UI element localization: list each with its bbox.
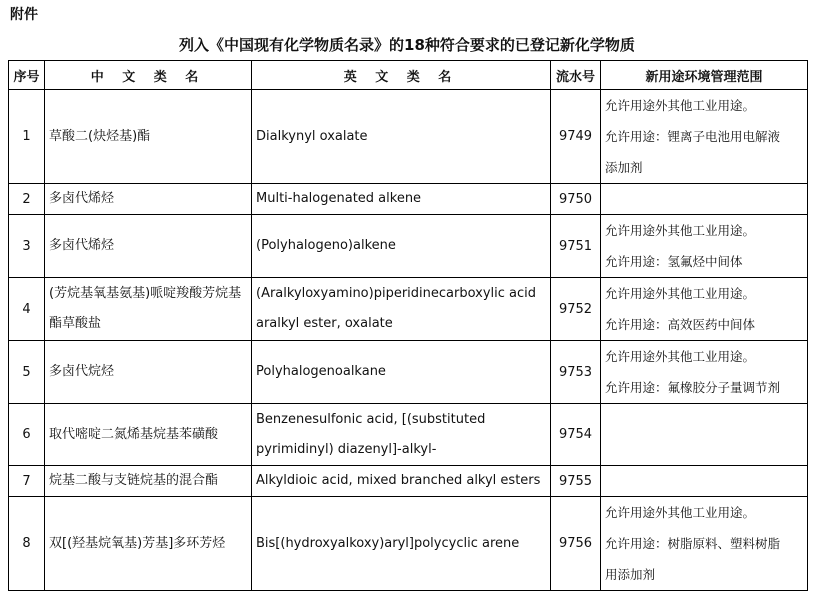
scope-line: 允许用途：树脂原料、塑料树脂: [605, 536, 781, 551]
scope-line: 允许用途外其他工业用途。: [605, 505, 756, 520]
attachment-label: 附件: [10, 7, 38, 23]
document-title: 列入《中国现有化学物质名录》的18种符合要求的已登记新化学物质: [179, 36, 635, 54]
row-index: 1: [9, 90, 45, 184]
row-serial-no: 9750: [551, 184, 601, 215]
row-scope: [601, 184, 808, 215]
header-index: 序号: [9, 61, 45, 90]
chemical-table: [8, 60, 808, 591]
row-index: 4: [9, 278, 45, 341]
scope-line: 允许用途：高效医药中间体: [605, 317, 756, 332]
row-chinese-name: 双[(羟基烷氧基)芳基]多环芳烃: [45, 497, 252, 591]
scope-line: 添加剂: [605, 160, 643, 175]
header-chinese-name: 中 文 类 名: [45, 61, 252, 90]
row-serial-no: 9749: [551, 90, 601, 184]
row-index: 2: [9, 184, 45, 215]
row-index: 8: [9, 497, 45, 591]
scope-line: 允许用途外其他工业用途。: [605, 286, 756, 301]
row-index: 5: [9, 341, 45, 404]
table-row: [9, 341, 808, 404]
row-scope: [601, 278, 808, 341]
header-serial-no: 流水号: [551, 61, 601, 90]
table-header-row: [9, 61, 808, 90]
row-index: 7: [9, 466, 45, 497]
row-chinese-name: 多卤代烷烃: [45, 341, 252, 404]
scope-line: 允许用途：氢氟烃中间体: [605, 254, 743, 269]
row-chinese-name: 烷基二酸与支链烷基的混合酯: [45, 466, 252, 497]
scope-line: 允许用途外其他工业用途。: [605, 349, 756, 364]
row-english-name: Bis[(hydroxyalkoxy)aryl]polycyclic arene: [252, 497, 551, 591]
row-serial-no: 9756: [551, 497, 601, 591]
row-scope: [601, 404, 808, 466]
row-english-name: Multi-halogenated alkene: [252, 184, 551, 215]
row-chinese-name: (芳烷基氧基氨基)哌啶羧酸芳烷基酯草酸盐: [45, 278, 252, 341]
header-scope: 新用途环境管理范围: [601, 61, 808, 90]
row-scope: [601, 215, 808, 278]
scope-line: 允许用途：氟橡胶分子量调节剂: [605, 380, 781, 395]
header-english-name: 英 文 类 名: [252, 61, 551, 90]
row-scope: [601, 466, 808, 497]
row-scope: [601, 90, 808, 184]
row-chinese-name: 多卤代烯烃: [45, 184, 252, 215]
table-row: [9, 466, 808, 497]
table-row: [9, 184, 808, 215]
table-row: [9, 215, 808, 278]
row-english-name: (Polyhalogeno)alkene: [252, 215, 551, 278]
row-english-name: Alkyldioic acid, mixed branched alkyl esters: [252, 466, 551, 497]
table-row: [9, 404, 808, 466]
row-english-name: Benzenesulfonic acid, [(substituted pyrimidinyl) diazenyl]-alkyl-: [252, 404, 551, 466]
row-serial-no: 9755: [551, 466, 601, 497]
row-serial-no: 9753: [551, 341, 601, 404]
scope-line: 允许用途：锂离子电池用电解液: [605, 129, 781, 144]
table-row: [9, 90, 808, 184]
row-english-name: Polyhalogenoalkane: [252, 341, 551, 404]
row-scope: [601, 497, 808, 591]
scope-line: 允许用途外其他工业用途。: [605, 223, 756, 238]
table-row: [9, 278, 808, 341]
row-scope: [601, 341, 808, 404]
scope-line: 用添加剂: [605, 567, 656, 582]
row-chinese-name: 草酸二(炔烃基)酯: [45, 90, 252, 184]
row-serial-no: 9751: [551, 215, 601, 278]
row-serial-no: 9754: [551, 404, 601, 466]
row-index: 3: [9, 215, 45, 278]
row-chinese-name: 多卤代烯烃: [45, 215, 252, 278]
row-serial-no: 9752: [551, 278, 601, 341]
row-index: 6: [9, 404, 45, 466]
row-chinese-name: 取代嘧啶二氮烯基烷基苯磺酸: [45, 404, 252, 466]
row-english-name: (Aralkyloxyamino)piperidinecarboxylic acid aralkyl ester, oxalate: [252, 278, 551, 341]
row-english-name: Dialkynyl oxalate: [252, 90, 551, 184]
scope-line: 允许用途外其他工业用途。: [605, 98, 756, 113]
table-row: [9, 497, 808, 591]
